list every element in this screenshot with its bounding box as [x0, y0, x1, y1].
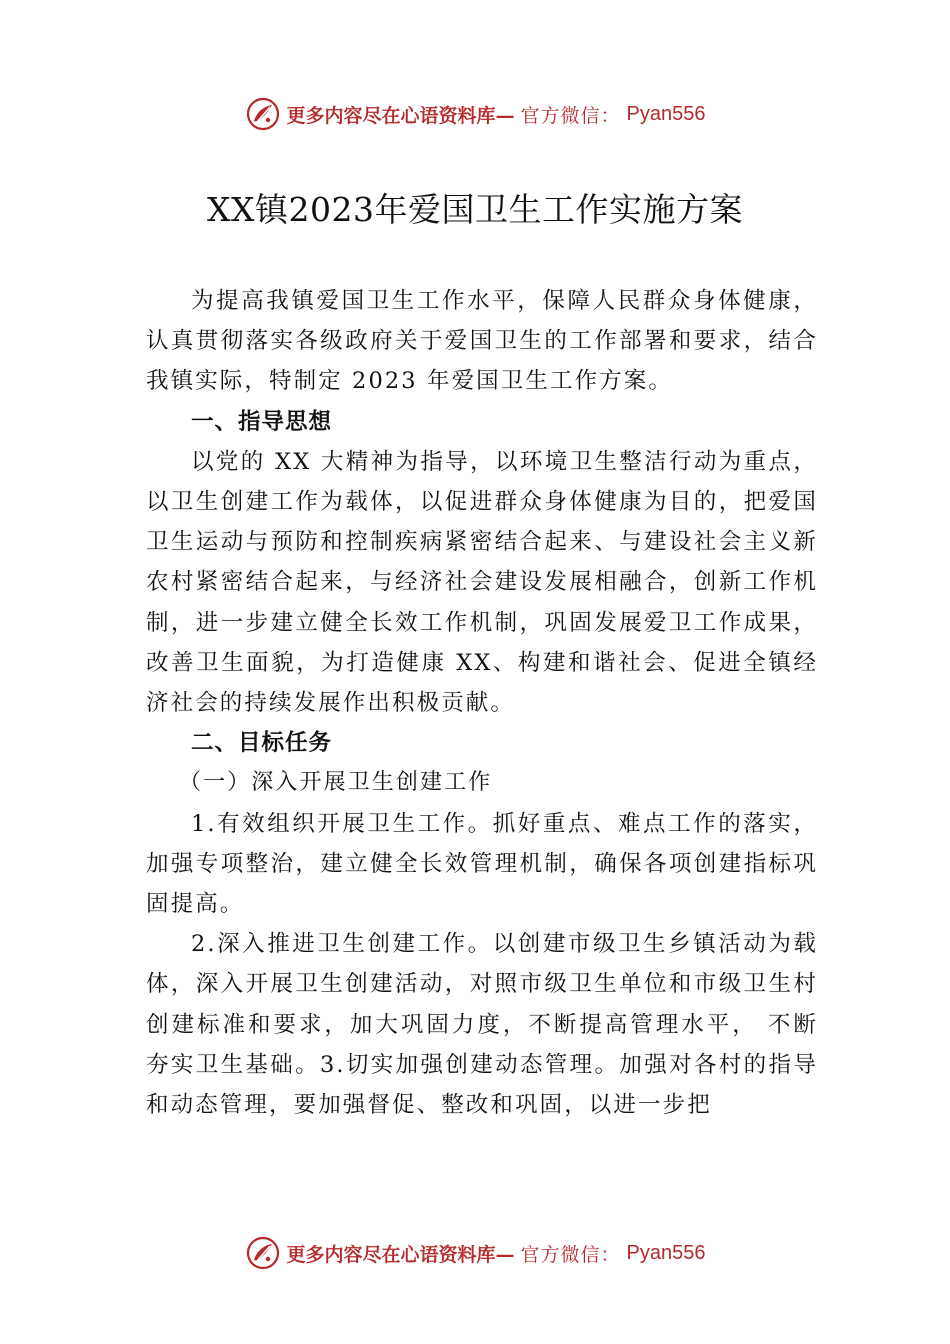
item-1-paragraph: 1.有效组织开展卫生工作。抓好重点、难点工作的落实，加强专项整治，建立健全长效管理机制，确保各项创建指标巩固提高。 [146, 810, 818, 918]
brand-logo-icon [245, 96, 281, 132]
brand-logo-icon [245, 1235, 281, 1271]
subsection-heading-health-creation: （一）深入开展卫生创建工作 [179, 770, 493, 796]
banner-site-text: 更多内容尽在心语资料库— [286, 1243, 515, 1266]
banner-wechat-label: 官方微信： [520, 104, 621, 127]
section-heading-goals-tasks: 二、目标任务 [191, 730, 333, 757]
banner-site-text: 更多内容尽在心语资料库— [286, 104, 515, 127]
intro-paragraph: 为提高我镇爱国卫生工作水平，保障人民群众身体健康，认真贯彻落实各级政府关于爱国卫生的工作部署和要求，结合我镇实际，特制定 2023 年爱国卫生工作方案。 [146, 288, 818, 395]
document-body [146, 281, 818, 1125]
section-heading-guiding-ideology: 一、指导思想 [191, 408, 333, 435]
banner-wechat-id: Pyan556 [626, 102, 706, 125]
banner-wechat-id: Pyan556 [626, 1241, 706, 1264]
header-watermark-banner [0, 94, 950, 134]
banner-wechat-label: 官方微信： [520, 1243, 621, 1266]
footer-watermark-banner [0, 1233, 950, 1273]
guiding-ideology-paragraph: 以党的 XX 大精神为指导，以环境卫生整洁行动为重点，以卫生创建工作为载体，以促进群众身体健康为目的，把爱国卫生运动与预防和控制疾病紧密结合起来、与建设社会主义新农村紧密结合起来，与经济社会建设发展相融合，创新工作机制，进一步建立健全长效工作机制，巩固发展爱卫工作成果，改善卫生面貌，为打造健康 XX、构建和谐社会、促进全镇经济社会的持续发展作出积极贡献。 [146, 448, 818, 717]
item-2-paragraph: 2.深入推进卫生创建工作。以创建市级卫生乡镇活动为载体，深入开展卫生创建活动，对照市级卫生单位和市级卫生村创建标准和要求，加大巩固力度，不断提高管理水平， 不断夯实卫生基础。3.切实加强创建动态管理。加强对各村的指导和动态管理，要加强督促、整改和巩固，以进一步把 [146, 931, 818, 1119]
document-title: XX镇2023年爱国卫生工作实施方案 [207, 190, 743, 229]
